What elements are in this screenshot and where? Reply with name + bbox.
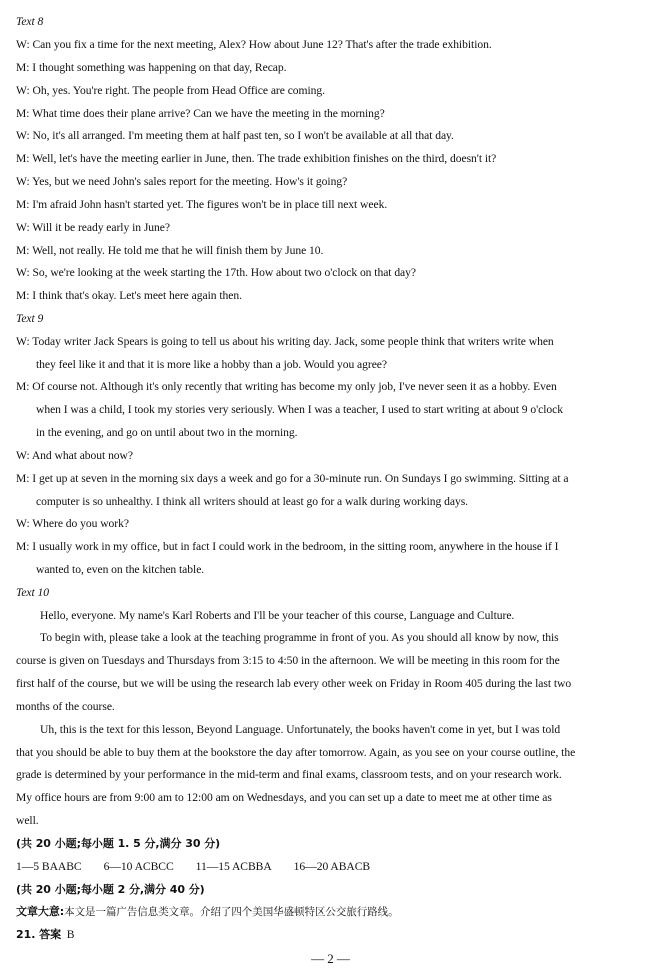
section2-title: (共 20 小题;每小题 2 分,满分 40 分)	[16, 883, 205, 896]
paragraph-line: that you should be able to buy them at the bookstore the day after tomorrow. Again, as you see on your course outline, the	[16, 746, 576, 759]
answer-value: B	[66, 928, 75, 941]
paragraph-line: well.	[16, 814, 39, 827]
text9-heading: Text 9	[16, 312, 44, 325]
dialogue-line: M: Well, not really. He told me that he will finish them by June 10.	[16, 244, 324, 257]
paragraph-line: first half of the course, but we will be using the research lab every other week on Friday in Room 405 during the last two	[16, 677, 572, 690]
dialogue-line: M: Well, let's have the meeting earlier in June, then. The trade exhibition finishes on the third, doesn't it?	[16, 152, 497, 165]
paragraph-line: Uh, this is the text for this lesson, Beyond Language. Unfortunately, the books haven't come in yet, but I was told	[40, 723, 561, 736]
dialogue-continuation: computer is so unhealthy. I think all writers should at least go for a walk during working days.	[36, 495, 469, 508]
section1-title: (共 20 小题;每小题 1. 5 分,满分 30 分)	[16, 837, 221, 850]
dialogue-line: W: Where do you work?	[16, 517, 129, 530]
dialogue-line: M: I think that's okay. Let's meet here again then.	[16, 289, 242, 302]
dialogue-line: W: So, we're looking at the week starting the 17th. How about two o'clock on that day?	[16, 266, 417, 279]
dialogue-line: M: Of course not. Although it's only recently that writing has become my only job, I've never seen it as a hobby. Even	[16, 380, 557, 393]
summary-text: 本文是一篇广告信息类文章。介绍了四个美国华盛顿特区公交旅行路线。	[64, 906, 399, 918]
summary-line	[16, 905, 647, 919]
paragraph-line: Hello, everyone. My name's Karl Roberts and I'll be your teacher of this course, Language and Culture.	[40, 609, 515, 622]
dialogue-line: W: No, it's all arranged. I'm meeting them at half past ten, so I won't be available at all that day.	[16, 129, 454, 142]
dialogue-line: W: And what about now?	[16, 449, 133, 462]
summary-label: 文章大意:	[16, 905, 65, 918]
dialogue-line: M: What time does their plane arrive? Can we have the meeting in the morning?	[16, 107, 385, 120]
dialogue-line: M: I thought something was happening on that day, Recap.	[16, 61, 287, 74]
dialogue-continuation: they feel like it and that it is more like a hobby than a job. Would you agree?	[36, 358, 387, 371]
answer-group: 11—15 ACBBA	[195, 860, 272, 873]
page-number: — 2 —	[311, 951, 350, 966]
dialogue-line: W: Will it be ready early in June?	[16, 221, 170, 234]
paragraph-line: To begin with, please take a look at the teaching programme in front of you. As you should all know by now, this	[40, 631, 559, 644]
answer-group: 6—10 ACBCC	[103, 860, 174, 873]
dialogue-line: M: I get up at seven in the morning six days a week and go for a 30-minute run. On Sundays I go swimming. Sitting at a	[16, 472, 569, 485]
dialogue-line: W: Oh, yes. You're right. The people from Head Office are coming.	[16, 84, 326, 97]
answer-group: 16—20 ABACB	[293, 860, 371, 873]
text8-heading: Text 8	[16, 15, 44, 28]
paragraph-line: course is given on Tuesdays and Thursdays from 3:15 to 4:50 in the afternoon. We will be meeting in this room for the	[16, 654, 560, 667]
dialogue-line: W: Can you fix a time for the next meeting, Alex? How about June 12? That's after the trade exhibition.	[16, 38, 492, 51]
question-21-answer	[16, 928, 647, 942]
dialogue-continuation: when I was a child, I took my stories very seriously. When I was a teacher, I used to start writing at about 9 o'clock	[36, 403, 563, 416]
dialogue-line: M: I usually work in my office, but in fact I could work in the bedroom, in the sitting room, anywhere in the house if I	[16, 540, 559, 553]
paragraph-line: My office hours are from 9:00 am to 12:00 am on Wednesdays, and you can set up a date to meet me at other time as	[16, 791, 552, 804]
paragraph-line: months of the course.	[16, 700, 115, 713]
dialogue-line: M: I'm afraid John hasn't started yet. The figures won't be in place till next week.	[16, 198, 388, 211]
answer-group: 1—5 BAABC	[16, 860, 82, 873]
dialogue-continuation: wanted to, even on the kitchen table.	[36, 563, 205, 576]
text10-heading: Text 10	[16, 586, 50, 599]
dialogue-continuation: in the evening, and go on until about two in the morning.	[36, 426, 298, 439]
dialogue-line: W: Today writer Jack Spears is going to tell us about his writing day. Jack, some people think that writers write when	[16, 335, 554, 348]
question-label: 21. 答案	[16, 928, 62, 941]
dialogue-line: W: Yes, but we need John's sales report for the meeting. How's it going?	[16, 175, 348, 188]
answer-row	[16, 860, 647, 874]
paragraph-line: grade is determined by your performance in the mid-term and final exams, classroom tests, and on your research work.	[16, 768, 562, 781]
